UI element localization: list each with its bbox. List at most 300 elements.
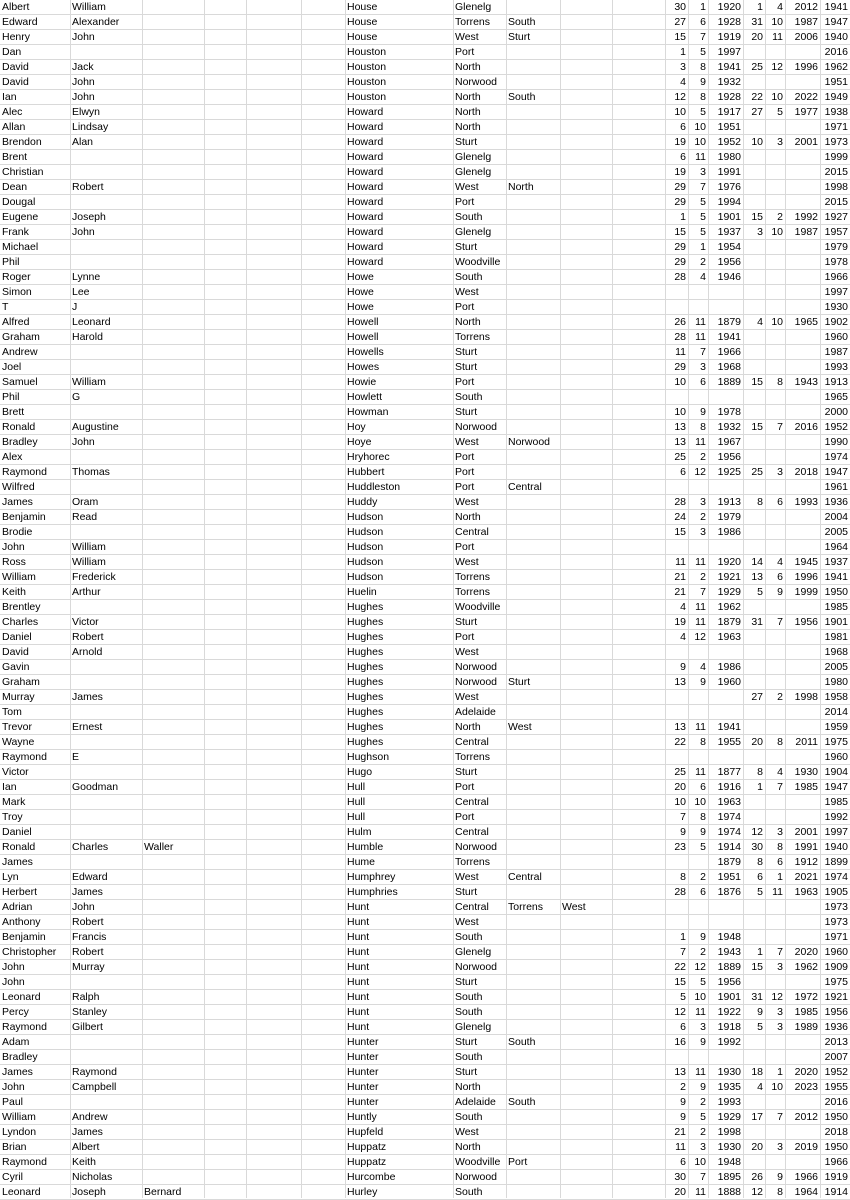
third-name-cell[interactable]: [142, 150, 204, 165]
birth-month-cell[interactable]: 11: [695, 616, 706, 628]
second-club-cell[interactable]: Port: [508, 1156, 528, 1168]
third-club-cell[interactable]: [560, 345, 612, 360]
debut-year-cell[interactable]: 2018: [824, 1126, 848, 1138]
death-year-cell[interactable]: [785, 630, 820, 645]
third-club-cell[interactable]: [560, 585, 612, 600]
debut-year-cell[interactable]: 1979: [824, 241, 848, 253]
birth-day-cell[interactable]: 16: [674, 1036, 686, 1048]
third-name-cell[interactable]: [142, 735, 204, 750]
third-club-cell[interactable]: [560, 495, 612, 510]
first-name-cell[interactable]: Benjamin: [2, 931, 46, 943]
first-name-cell[interactable]: Victor: [2, 766, 29, 778]
first-name-cell[interactable]: Wayne: [2, 736, 35, 748]
birth-year-cell[interactable]: 1932: [717, 421, 741, 433]
birth-day-cell[interactable]: [665, 480, 688, 495]
debut-year-cell[interactable]: 1956: [824, 1006, 848, 1018]
death-month-cell[interactable]: [765, 1095, 785, 1110]
death-year-cell[interactable]: 1965: [794, 316, 818, 328]
death-day-cell[interactable]: 8: [757, 856, 763, 868]
death-day-cell[interactable]: [743, 900, 765, 915]
death-month-cell[interactable]: [765, 900, 785, 915]
birth-year-cell[interactable]: [708, 915, 743, 930]
birth-month-cell[interactable]: [688, 690, 708, 705]
death-day-cell[interactable]: 31: [751, 616, 763, 628]
birth-month-cell[interactable]: [688, 540, 708, 555]
second-name-cell[interactable]: Charles: [72, 841, 109, 853]
club-cell[interactable]: South: [455, 391, 483, 403]
club-cell[interactable]: Sturt: [455, 766, 478, 778]
third-club-cell[interactable]: [560, 840, 612, 855]
death-year-cell[interactable]: 2019: [794, 1141, 818, 1153]
death-month-cell[interactable]: [765, 510, 785, 525]
death-month-cell[interactable]: [765, 1125, 785, 1140]
death-year-cell[interactable]: 1991: [794, 841, 818, 853]
death-year-cell[interactable]: [785, 150, 820, 165]
death-year-cell[interactable]: [785, 45, 820, 60]
second-club-cell[interactable]: [506, 540, 560, 555]
third-club-cell[interactable]: [560, 540, 612, 555]
surname-cell[interactable]: Houston: [347, 46, 387, 58]
birth-month-cell[interactable]: 11: [695, 556, 706, 568]
surname-cell[interactable]: Howard: [347, 181, 384, 193]
death-month-cell[interactable]: [765, 915, 785, 930]
debut-year-cell[interactable]: 1981: [824, 631, 848, 643]
birth-year-cell[interactable]: 1980: [717, 151, 741, 163]
birth-year-cell[interactable]: 1956: [717, 451, 741, 463]
surname-cell[interactable]: Hughes: [347, 601, 384, 613]
surname-cell[interactable]: Hudson: [347, 541, 384, 553]
birth-month-cell[interactable]: 3: [700, 496, 706, 508]
first-name-cell[interactable]: Bradley: [2, 436, 38, 448]
birth-year-cell[interactable]: 1952: [717, 136, 741, 148]
second-name-cell[interactable]: James: [72, 886, 103, 898]
birth-year-cell[interactable]: 1946: [717, 271, 741, 283]
birth-day-cell[interactable]: [665, 855, 688, 870]
birth-month-cell[interactable]: [688, 900, 708, 915]
birth-year-cell[interactable]: 1928: [717, 91, 741, 103]
second-name-cell[interactable]: Stanley: [72, 1006, 108, 1018]
surname-cell[interactable]: Hupfeld: [347, 1126, 384, 1138]
third-club-cell[interactable]: [560, 135, 612, 150]
birth-year-cell[interactable]: 1917: [717, 106, 741, 118]
third-club-cell[interactable]: [560, 1050, 612, 1065]
birth-month-cell[interactable]: [688, 1050, 708, 1065]
club-cell[interactable]: Torrens: [455, 751, 491, 763]
death-year-cell[interactable]: [785, 900, 820, 915]
surname-cell[interactable]: Hoy: [347, 421, 366, 433]
third-name-cell[interactable]: [142, 510, 204, 525]
death-day-cell[interactable]: 9: [757, 1006, 763, 1018]
death-day-cell[interactable]: 5: [757, 586, 763, 598]
birth-day-cell[interactable]: 7: [680, 946, 686, 958]
club-cell[interactable]: West: [455, 916, 479, 928]
second-club-cell[interactable]: [506, 240, 560, 255]
death-month-cell[interactable]: [765, 450, 785, 465]
first-name-cell[interactable]: Wilfred: [2, 481, 35, 493]
club-cell[interactable]: North: [455, 121, 481, 133]
death-year-cell[interactable]: 1985: [794, 1006, 818, 1018]
second-name-cell[interactable]: Lynne: [72, 271, 101, 283]
third-club-cell[interactable]: West: [562, 901, 586, 913]
birth-month-cell[interactable]: 9: [700, 826, 706, 838]
second-club-cell[interactable]: [506, 645, 560, 660]
surname-cell[interactable]: Hume: [347, 856, 376, 868]
third-name-cell[interactable]: [142, 525, 204, 540]
second-name-cell[interactable]: John: [72, 226, 95, 238]
death-day-cell[interactable]: 5: [757, 886, 763, 898]
birth-month-cell[interactable]: 11: [695, 436, 706, 448]
third-club-cell[interactable]: [560, 975, 612, 990]
surname-cell[interactable]: Howard: [347, 151, 384, 163]
death-year-cell[interactable]: [785, 405, 820, 420]
club-cell[interactable]: North: [455, 91, 481, 103]
surname-cell[interactable]: House: [347, 31, 378, 43]
birth-day-cell[interactable]: 15: [674, 526, 686, 538]
second-name-cell[interactable]: Joseph: [72, 1186, 106, 1198]
birth-year-cell[interactable]: 1930: [717, 1141, 741, 1153]
third-club-cell[interactable]: [560, 510, 612, 525]
first-name-cell[interactable]: Joel: [2, 361, 22, 373]
third-club-cell[interactable]: [560, 435, 612, 450]
second-name-cell[interactable]: Frederick: [72, 571, 116, 583]
debut-year-cell[interactable]: 1919: [824, 1171, 848, 1183]
birth-year-cell[interactable]: 1929: [717, 1111, 741, 1123]
second-name-cell[interactable]: William: [72, 541, 106, 553]
second-name-cell[interactable]: Robert: [72, 631, 104, 643]
birth-day-cell[interactable]: [665, 645, 688, 660]
birth-month-cell[interactable]: 2: [700, 511, 706, 523]
birth-month-cell[interactable]: 12: [694, 631, 706, 643]
debut-year-cell[interactable]: 1947: [824, 16, 848, 28]
third-name-cell[interactable]: [142, 990, 204, 1005]
debut-year-cell[interactable]: 1940: [824, 841, 848, 853]
second-name-cell[interactable]: [70, 165, 142, 180]
death-day-cell[interactable]: [743, 480, 765, 495]
third-name-cell[interactable]: [142, 465, 204, 480]
death-day-cell[interactable]: 6: [757, 871, 763, 883]
second-club-cell[interactable]: [506, 465, 560, 480]
birth-year-cell[interactable]: 1879: [717, 316, 741, 328]
surname-cell[interactable]: Howes: [347, 361, 380, 373]
third-name-cell[interactable]: [142, 315, 204, 330]
third-club-cell[interactable]: [560, 465, 612, 480]
debut-year-cell[interactable]: 1930: [824, 301, 848, 313]
club-cell[interactable]: South: [455, 1186, 483, 1198]
surname-cell[interactable]: Howe: [347, 301, 374, 313]
second-name-cell[interactable]: [70, 360, 142, 375]
third-club-cell[interactable]: [560, 120, 612, 135]
debut-year-cell[interactable]: 1927: [824, 211, 848, 223]
birth-day-cell[interactable]: [665, 900, 688, 915]
second-name-cell[interactable]: Francis: [72, 931, 107, 943]
second-name-cell[interactable]: John: [72, 91, 95, 103]
first-name-cell[interactable]: William: [2, 571, 36, 583]
surname-cell[interactable]: Howie: [347, 376, 377, 388]
birth-month-cell[interactable]: 2: [700, 871, 706, 883]
birth-month-cell[interactable]: 5: [700, 211, 706, 223]
surname-cell[interactable]: Hudson: [347, 556, 384, 568]
birth-day-cell[interactable]: 21: [674, 1126, 686, 1138]
debut-year-cell[interactable]: 1950: [824, 586, 848, 598]
second-name-cell[interactable]: Robert: [72, 916, 104, 928]
death-day-cell[interactable]: [743, 45, 765, 60]
surname-cell[interactable]: Hughes: [347, 721, 384, 733]
second-name-cell[interactable]: [70, 975, 142, 990]
debut-year-cell[interactable]: 1966: [824, 271, 848, 283]
first-name-cell[interactable]: Raymond: [2, 751, 47, 763]
second-club-cell[interactable]: [506, 1110, 560, 1125]
second-club-cell[interactable]: [506, 1140, 560, 1155]
death-month-cell[interactable]: 10: [771, 316, 783, 328]
birth-month-cell[interactable]: 10: [694, 991, 706, 1003]
birth-day-cell[interactable]: 28: [674, 271, 686, 283]
death-month-cell[interactable]: 1: [777, 1066, 783, 1078]
first-name-cell[interactable]: Percy: [2, 1006, 29, 1018]
death-day-cell[interactable]: [743, 915, 765, 930]
death-year-cell[interactable]: [785, 1155, 820, 1170]
death-month-cell[interactable]: 11: [772, 31, 783, 43]
first-name-cell[interactable]: Lyndon: [2, 1126, 37, 1138]
third-club-cell[interactable]: [560, 1140, 612, 1155]
second-club-cell[interactable]: [506, 165, 560, 180]
first-name-cell[interactable]: Christian: [2, 166, 44, 178]
death-month-cell[interactable]: 6: [777, 496, 783, 508]
death-month-cell[interactable]: 7: [777, 781, 783, 793]
third-club-cell[interactable]: [560, 420, 612, 435]
second-club-cell[interactable]: [506, 1170, 560, 1185]
birth-year-cell[interactable]: 1879: [717, 856, 741, 868]
surname-cell[interactable]: Hughes: [347, 691, 384, 703]
birth-month-cell[interactable]: 11: [695, 1066, 706, 1078]
birth-day-cell[interactable]: 9: [680, 1096, 686, 1108]
death-year-cell[interactable]: [785, 1125, 820, 1140]
death-day-cell[interactable]: [743, 165, 765, 180]
birth-year-cell[interactable]: 1941: [717, 331, 741, 343]
debut-year-cell[interactable]: 2016: [824, 46, 848, 58]
second-club-cell[interactable]: [506, 1050, 560, 1065]
birth-month-cell[interactable]: [688, 750, 708, 765]
birth-month-cell[interactable]: 8: [700, 736, 706, 748]
third-name-cell[interactable]: [142, 630, 204, 645]
second-name-cell[interactable]: William: [72, 556, 106, 568]
second-name-cell[interactable]: [70, 795, 142, 810]
first-name-cell[interactable]: Simon: [2, 286, 32, 298]
surname-cell[interactable]: Houston: [347, 91, 387, 103]
third-name-cell[interactable]: [142, 690, 204, 705]
death-day-cell[interactable]: 27: [751, 691, 763, 703]
debut-year-cell[interactable]: 1899: [824, 856, 848, 868]
second-club-cell[interactable]: [506, 210, 560, 225]
surname-cell[interactable]: Hudson: [347, 571, 384, 583]
death-year-cell[interactable]: [785, 480, 820, 495]
surname-cell[interactable]: Hunter: [347, 1081, 379, 1093]
club-cell[interactable]: Adelaide: [455, 1096, 496, 1108]
first-name-cell[interactable]: T: [2, 301, 9, 313]
birth-day-cell[interactable]: 29: [674, 256, 686, 268]
club-cell[interactable]: South: [455, 931, 483, 943]
surname-cell[interactable]: Hull: [347, 781, 366, 793]
third-name-cell[interactable]: [142, 1020, 204, 1035]
second-club-cell[interactable]: [506, 120, 560, 135]
second-name-cell[interactable]: [70, 855, 142, 870]
third-club-cell[interactable]: [560, 660, 612, 675]
debut-year-cell[interactable]: 1951: [824, 76, 848, 88]
birth-day-cell[interactable]: 5: [680, 991, 686, 1003]
birth-month-cell[interactable]: 9: [700, 406, 706, 418]
birth-year-cell[interactable]: [708, 540, 743, 555]
club-cell[interactable]: Sturt: [455, 136, 478, 148]
death-day-cell[interactable]: 1: [757, 781, 763, 793]
second-club-cell[interactable]: [506, 1020, 560, 1035]
death-day-cell[interactable]: 3: [757, 226, 763, 238]
second-club-cell[interactable]: Sturt: [508, 31, 531, 43]
second-name-cell[interactable]: James: [72, 1126, 103, 1138]
debut-year-cell[interactable]: 2005: [824, 526, 848, 538]
surname-cell[interactable]: House: [347, 1, 378, 13]
surname-cell[interactable]: Howlett: [347, 391, 383, 403]
debut-year-cell[interactable]: 1973: [824, 136, 848, 148]
death-month-cell[interactable]: 7: [777, 946, 783, 958]
debut-year-cell[interactable]: 2013: [824, 1036, 848, 1048]
third-name-cell[interactable]: [142, 705, 204, 720]
death-month-cell[interactable]: 8: [777, 1186, 783, 1198]
birth-year-cell[interactable]: 1954: [717, 241, 741, 253]
death-day-cell[interactable]: 20: [751, 736, 763, 748]
birth-year-cell[interactable]: 1888: [717, 1186, 741, 1198]
birth-month-cell[interactable]: 11: [695, 1186, 706, 1198]
death-month-cell[interactable]: [765, 240, 785, 255]
second-name-cell[interactable]: [70, 195, 142, 210]
birth-month-cell[interactable]: 12: [694, 961, 706, 973]
birth-day-cell[interactable]: 10: [674, 406, 686, 418]
third-club-cell[interactable]: [560, 810, 612, 825]
death-day-cell[interactable]: 12: [751, 826, 763, 838]
club-cell[interactable]: Sturt: [455, 616, 478, 628]
second-club-cell[interactable]: [506, 570, 560, 585]
first-name-cell[interactable]: Ross: [2, 556, 26, 568]
birth-month-cell[interactable]: 7: [700, 181, 706, 193]
second-club-cell[interactable]: [506, 255, 560, 270]
second-club-cell[interactable]: South: [508, 91, 536, 103]
third-club-cell[interactable]: [560, 360, 612, 375]
club-cell[interactable]: Torrens: [455, 571, 491, 583]
debut-year-cell[interactable]: 2015: [824, 166, 848, 178]
death-day-cell[interactable]: 20: [751, 31, 763, 43]
death-year-cell[interactable]: 2012: [794, 1111, 818, 1123]
birth-day-cell[interactable]: 28: [674, 886, 686, 898]
birth-day-cell[interactable]: 24: [674, 511, 686, 523]
third-name-cell[interactable]: [142, 915, 204, 930]
second-club-cell[interactable]: [506, 1080, 560, 1095]
second-name-cell[interactable]: William: [72, 1, 106, 13]
birth-year-cell[interactable]: 1919: [717, 31, 741, 43]
birth-year-cell[interactable]: [708, 750, 743, 765]
third-name-cell[interactable]: [142, 615, 204, 630]
surname-cell[interactable]: Hudson: [347, 511, 384, 523]
death-day-cell[interactable]: 20: [751, 1141, 763, 1153]
birth-day-cell[interactable]: 22: [674, 736, 686, 748]
first-name-cell[interactable]: Bradley: [2, 1051, 38, 1063]
third-club-cell[interactable]: [560, 600, 612, 615]
second-name-cell[interactable]: [70, 600, 142, 615]
second-name-cell[interactable]: Arthur: [72, 586, 101, 598]
death-year-cell[interactable]: 1977: [794, 106, 818, 118]
club-cell[interactable]: Central: [455, 796, 489, 808]
surname-cell[interactable]: Huddleston: [347, 481, 401, 493]
third-club-cell[interactable]: [560, 945, 612, 960]
birth-month-cell[interactable]: 3: [700, 166, 706, 178]
third-club-cell[interactable]: [560, 690, 612, 705]
second-club-cell[interactable]: Norwood: [508, 436, 551, 448]
death-month-cell[interactable]: 3: [777, 1141, 783, 1153]
first-name-cell[interactable]: Alex: [2, 451, 23, 463]
death-day-cell[interactable]: 14: [751, 556, 763, 568]
debut-year-cell[interactable]: 1987: [824, 346, 848, 358]
second-club-cell[interactable]: [506, 1125, 560, 1140]
birth-day-cell[interactable]: 13: [674, 721, 686, 733]
debut-year-cell[interactable]: 1936: [824, 496, 848, 508]
surname-cell[interactable]: Hughes: [347, 676, 384, 688]
debut-year-cell[interactable]: 1904: [824, 766, 848, 778]
birth-day-cell[interactable]: 19: [674, 166, 686, 178]
surname-cell[interactable]: Hugo: [347, 766, 373, 778]
club-cell[interactable]: Woodville: [455, 1156, 501, 1168]
birth-day-cell[interactable]: [665, 750, 688, 765]
third-club-cell[interactable]: [560, 720, 612, 735]
death-day-cell[interactable]: [743, 345, 765, 360]
club-cell[interactable]: West: [455, 31, 479, 43]
club-cell[interactable]: North: [455, 511, 481, 523]
death-year-cell[interactable]: [785, 930, 820, 945]
third-name-cell[interactable]: Bernard: [144, 1186, 182, 1198]
birth-day-cell[interactable]: 10: [674, 796, 686, 808]
death-month-cell[interactable]: [765, 360, 785, 375]
death-month-cell[interactable]: 8: [777, 376, 783, 388]
third-club-cell[interactable]: [560, 105, 612, 120]
third-name-cell[interactable]: [142, 435, 204, 450]
third-name-cell[interactable]: [142, 165, 204, 180]
birth-month-cell[interactable]: 1: [700, 241, 706, 253]
birth-year-cell[interactable]: 1930: [717, 1066, 741, 1078]
death-year-cell[interactable]: 1993: [794, 496, 818, 508]
second-club-cell[interactable]: [506, 765, 560, 780]
debut-year-cell[interactable]: 1909: [824, 961, 848, 973]
birth-year-cell[interactable]: 1951: [717, 871, 741, 883]
birth-year-cell[interactable]: 1955: [717, 736, 741, 748]
second-name-cell[interactable]: Lee: [72, 286, 90, 298]
club-cell[interactable]: South: [455, 271, 483, 283]
death-month-cell[interactable]: 3: [777, 1006, 783, 1018]
birth-year-cell[interactable]: 1941: [717, 721, 741, 733]
death-month-cell[interactable]: [765, 285, 785, 300]
surname-cell[interactable]: Hull: [347, 811, 366, 823]
third-club-cell[interactable]: [560, 405, 612, 420]
death-month-cell[interactable]: [765, 795, 785, 810]
third-club-cell[interactable]: [560, 990, 612, 1005]
third-club-cell[interactable]: [560, 630, 612, 645]
birth-month-cell[interactable]: 11: [695, 1006, 706, 1018]
third-club-cell[interactable]: [560, 645, 612, 660]
debut-year-cell[interactable]: 1949: [824, 91, 848, 103]
birth-day-cell[interactable]: 15: [674, 31, 686, 43]
club-cell[interactable]: Sturt: [455, 241, 478, 253]
third-name-cell[interactable]: [142, 1005, 204, 1020]
second-club-cell[interactable]: [506, 735, 560, 750]
death-month-cell[interactable]: [765, 180, 785, 195]
second-name-cell[interactable]: Thomas: [72, 466, 110, 478]
second-name-cell[interactable]: Raymond: [72, 1066, 117, 1078]
birth-year-cell[interactable]: 1889: [717, 961, 741, 973]
